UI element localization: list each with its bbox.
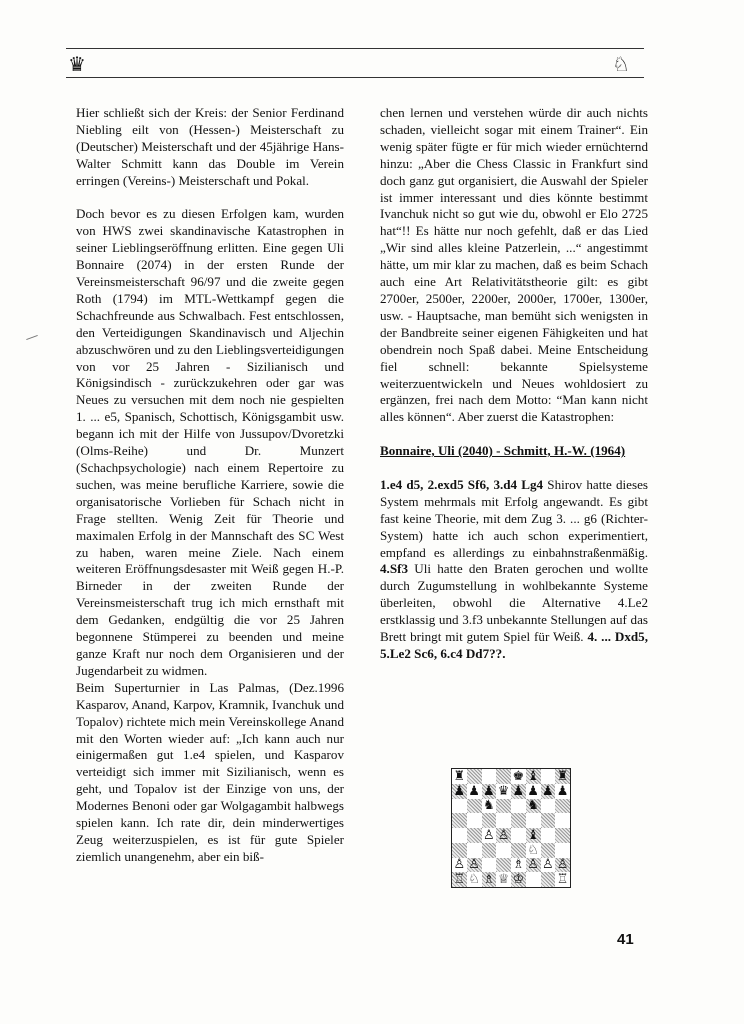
board-square-c1: ♗ [483,872,495,888]
board-square-h1: ♖ [556,872,569,888]
board-square-e7: ♟ [512,783,525,799]
board-square-c2 [482,858,497,873]
board-square-c7: ♟ [483,783,495,799]
board-square-h3 [555,843,570,858]
board-square-f6: ♞ [527,798,539,814]
board-square-h2: ♙ [556,857,569,873]
board-square-f8: ♝ [527,768,539,784]
margin-mark [26,335,38,340]
board-square-h6 [555,799,570,814]
board-square-g1 [541,872,556,887]
board-square-c5 [482,813,497,828]
board-square-e1: ♔ [512,872,525,888]
board-square-c4: ♙ [483,827,495,843]
game-heading: Bonnaire, Uli (2040) - Schmitt, H.-W. (1964) [380,443,626,459]
left-paragraph-1: Hier schließt sich der Kreis: der Senior Ferdinand Niebling eilt von (Hessen-) Meisterschaft zu (Deutscher) Meisterschaft und der 45jährige Hans-Walter Schmitt kann das Double im Verein erringen (Vereins-) Meisterschaft und Pokal. [76,105,344,188]
header-rule-bottom [66,77,644,78]
board-square-b3 [467,843,482,858]
board-square-h7: ♟ [556,783,569,799]
board-square-d5 [496,813,511,828]
board-square-d7: ♛ [497,783,510,799]
board-square-c3 [482,843,497,858]
board-square-b5 [467,813,482,828]
knight-icon: ♘ [612,52,630,76]
moves-1: 1.e4 d5, 2.exd5 Sf6, 3.d4 Lg4 [380,476,544,492]
board-square-e4 [511,828,526,843]
annotation-text-2: Uli hatte den Braten gerochen und wollte durch Zugumstellung in wohlbekannte Systeme überleiten, obwohl die Alternative 4.Le2 erstklassig und 3.f3 unbekannte Stellungen auf das Brett bringt mit gutem Spiel für Weiß. [380,561,648,645]
board-square-d3 [496,843,511,858]
board-square-a8: ♜ [453,768,466,784]
board-square-e3 [511,843,526,858]
board-square-f7: ♟ [527,783,539,799]
board-square-b6 [467,799,482,814]
board-square-e6 [511,799,526,814]
board-square-d2 [496,858,511,873]
chess-board-diagram [451,768,571,888]
board-square-d8 [496,769,511,784]
board-square-h4 [555,828,570,843]
board-square-a5 [452,813,467,828]
board-square-d1: ♕ [497,872,510,888]
board-square-b8 [467,769,482,784]
board-square-e5 [511,813,526,828]
board-square-c8 [482,769,497,784]
board-square-g4 [541,828,556,843]
moves-3: 4. ... Dxd5, 5.Le2 Sc6, 6.c4 Dd7??. [380,629,648,661]
moves-2: 4.Sf3 [380,561,409,577]
board-square-g2: ♙ [542,857,554,873]
game-annotation [380,477,648,663]
board-square-h5 [555,813,570,828]
annotation-text-1: Shirov hatte dieses System mehrmals mit Erfolg angewandt. Es gibt fast keine Theorie, mit dem Zug 3. ... g6 (Richter-System) hatte ich auch schon experimentiert, empfand es allerdings zu einbahnstraßenmäßig. [380,476,648,560]
queen-icon: ♛ [68,52,86,76]
board-square-g5 [541,813,556,828]
board-square-d4: ♙ [497,827,510,843]
board-square-b2: ♙ [468,857,480,873]
board-square-b7: ♟ [468,783,480,799]
board-square-b4 [467,828,482,843]
board-square-a2: ♙ [453,857,466,873]
board-square-f2: ♙ [527,857,539,873]
board-square-g6 [541,799,556,814]
board-square-a1: ♖ [453,872,466,888]
board-square-e8: ♚ [512,768,525,784]
board-square-f3: ♘ [527,842,539,858]
left-column [76,105,344,866]
board-square-f1 [526,872,541,887]
board-square-h8: ♜ [556,768,569,784]
board-square-a6 [452,799,467,814]
board-square-b1: ♘ [468,872,480,888]
board-square-f4: ♝ [527,827,539,843]
header-rule-top [66,48,644,49]
board-square-a4 [452,828,467,843]
right-paragraph-1: chen lernen und verstehen würde dir auch nichts schaden, vielleicht sogar mit einem Trainer“. Ein wenig später fügte er für mich wieder ernüchternd hinzu: „Aber die Chess Classic in Frankfurt sind doch ganz gut organisiert, die Auswahl der Spieler ist immer interessant und dies könnte bestimmt Ivanchuk nicht so gut wie du, obwohl er Elo 2725 hat“!! Es hätte nur noch gefehlt, daß er das Lied „Wir sind alles kleine Patzerlein, ...“ angestimmt hätte, um mir klar zu machen, daß es beim Schach auch eine Art Relativitätstheorie gilt: es gibt 2700er, 2500er, 2200er, 2000er, 1700er, 1300er, usw. - Hauptsache, man bemüht sich wenigsten in der Bandbreite seiner eigenen Fähigkeiten und hat obendrein noch Spaß dabei. Meine Entscheidung fiel schnell: bekannte Spielsysteme weiterzuentwickeln und Neues wohldosiert zu ergänzen, frei nach dem Motto: “Man kann nicht alles können“. Aber zuerst die Katastrophen: [380,105,648,425]
board-square-g3 [541,843,556,858]
left-paragraph-3: Beim Superturnier in Las Palmas, (Dez.1996 Kasparov, Anand, Karpov, Kramnik, Ivanchuk und Topalov) richtete mich mein Vereinskollege Anand mit den Worten wieder auf: „Ich kann auch nur einigermaßen gut 1.e4 spielen, und Kasparov verteidigt sich immer mit Sizilianisch, wenn es geht, und Topalov ist der Einzige von uns, der Modernes Benoni oder gar Wolgagambit halbwegs spielen kann. Ich rate dir, dein minderwertiges Zeug weiterzuspielen, es ist für gute Spieler ziemlich unangenehm, aber ein biß- [76,679,344,864]
page-number: 41 [617,931,634,948]
board-square-e2: ♗ [512,857,525,873]
board-square-c6: ♞ [483,798,495,814]
board-square-a7: ♟ [453,783,466,799]
board-square-g7: ♟ [542,783,554,799]
right-column [380,105,648,680]
board-square-f5 [526,813,541,828]
board-square-g8 [541,769,556,784]
board-square-d6 [496,799,511,814]
left-paragraph-2: Doch bevor es zu diesen Erfolgen kam, wurden von HWS zwei skandinavische Katastrophen in seiner Lieblingseröffnung erlitten. Eine gegen Uli Bonnaire (2074) in der ersten Runde der Vereinsmeisterschaft 96/97 und die zweite gegen Roth (1794) im MTL-Wettkampf gegen die Schachfreunde aus Schwalbach. Fest entschlossen, den Verteidigungen Skandinavisch und Aljechin abzuschwören und zu den Lieblingsverteidigungen von vor 25 Jahren - Sizilianisch und Königsindisch - zurückzukehren oder gar was Neues zu versuchen mit dem noch nie gespielten 1. ... e5, Spanisch, Schottisch, Königsgambit usw. begann ich mit der Hilfe von Jussupov/Dvoretzki (Olms-Reihe) und Dr. Munzert (Schachpsychologie) nach einem Repertoire zu suchen, was meine berufliche Karriere, sowie die organisatorische Vorlieben für Schach nicht in Frage stellten. Wenig Zeit für Theorie und maximalen Erfolg in der Mannschaft des SC West zu haben, waren meine Ziele. Nach einem weiteren Eröffnungsdesaster mit Weiß gegen H.-P. Birneder in der zweiten Runde der Vereinsmeisterschaft trug ich mich ernsthaft mit dem Gedanken, endgültig die vor 25 Jahren begonnene Stümperei zu beenden und meine ganze Kraft nur noch dem Organisieren und der Jugendarbeit zu widmen. [76,206,344,678]
board-square-a3 [452,843,467,858]
